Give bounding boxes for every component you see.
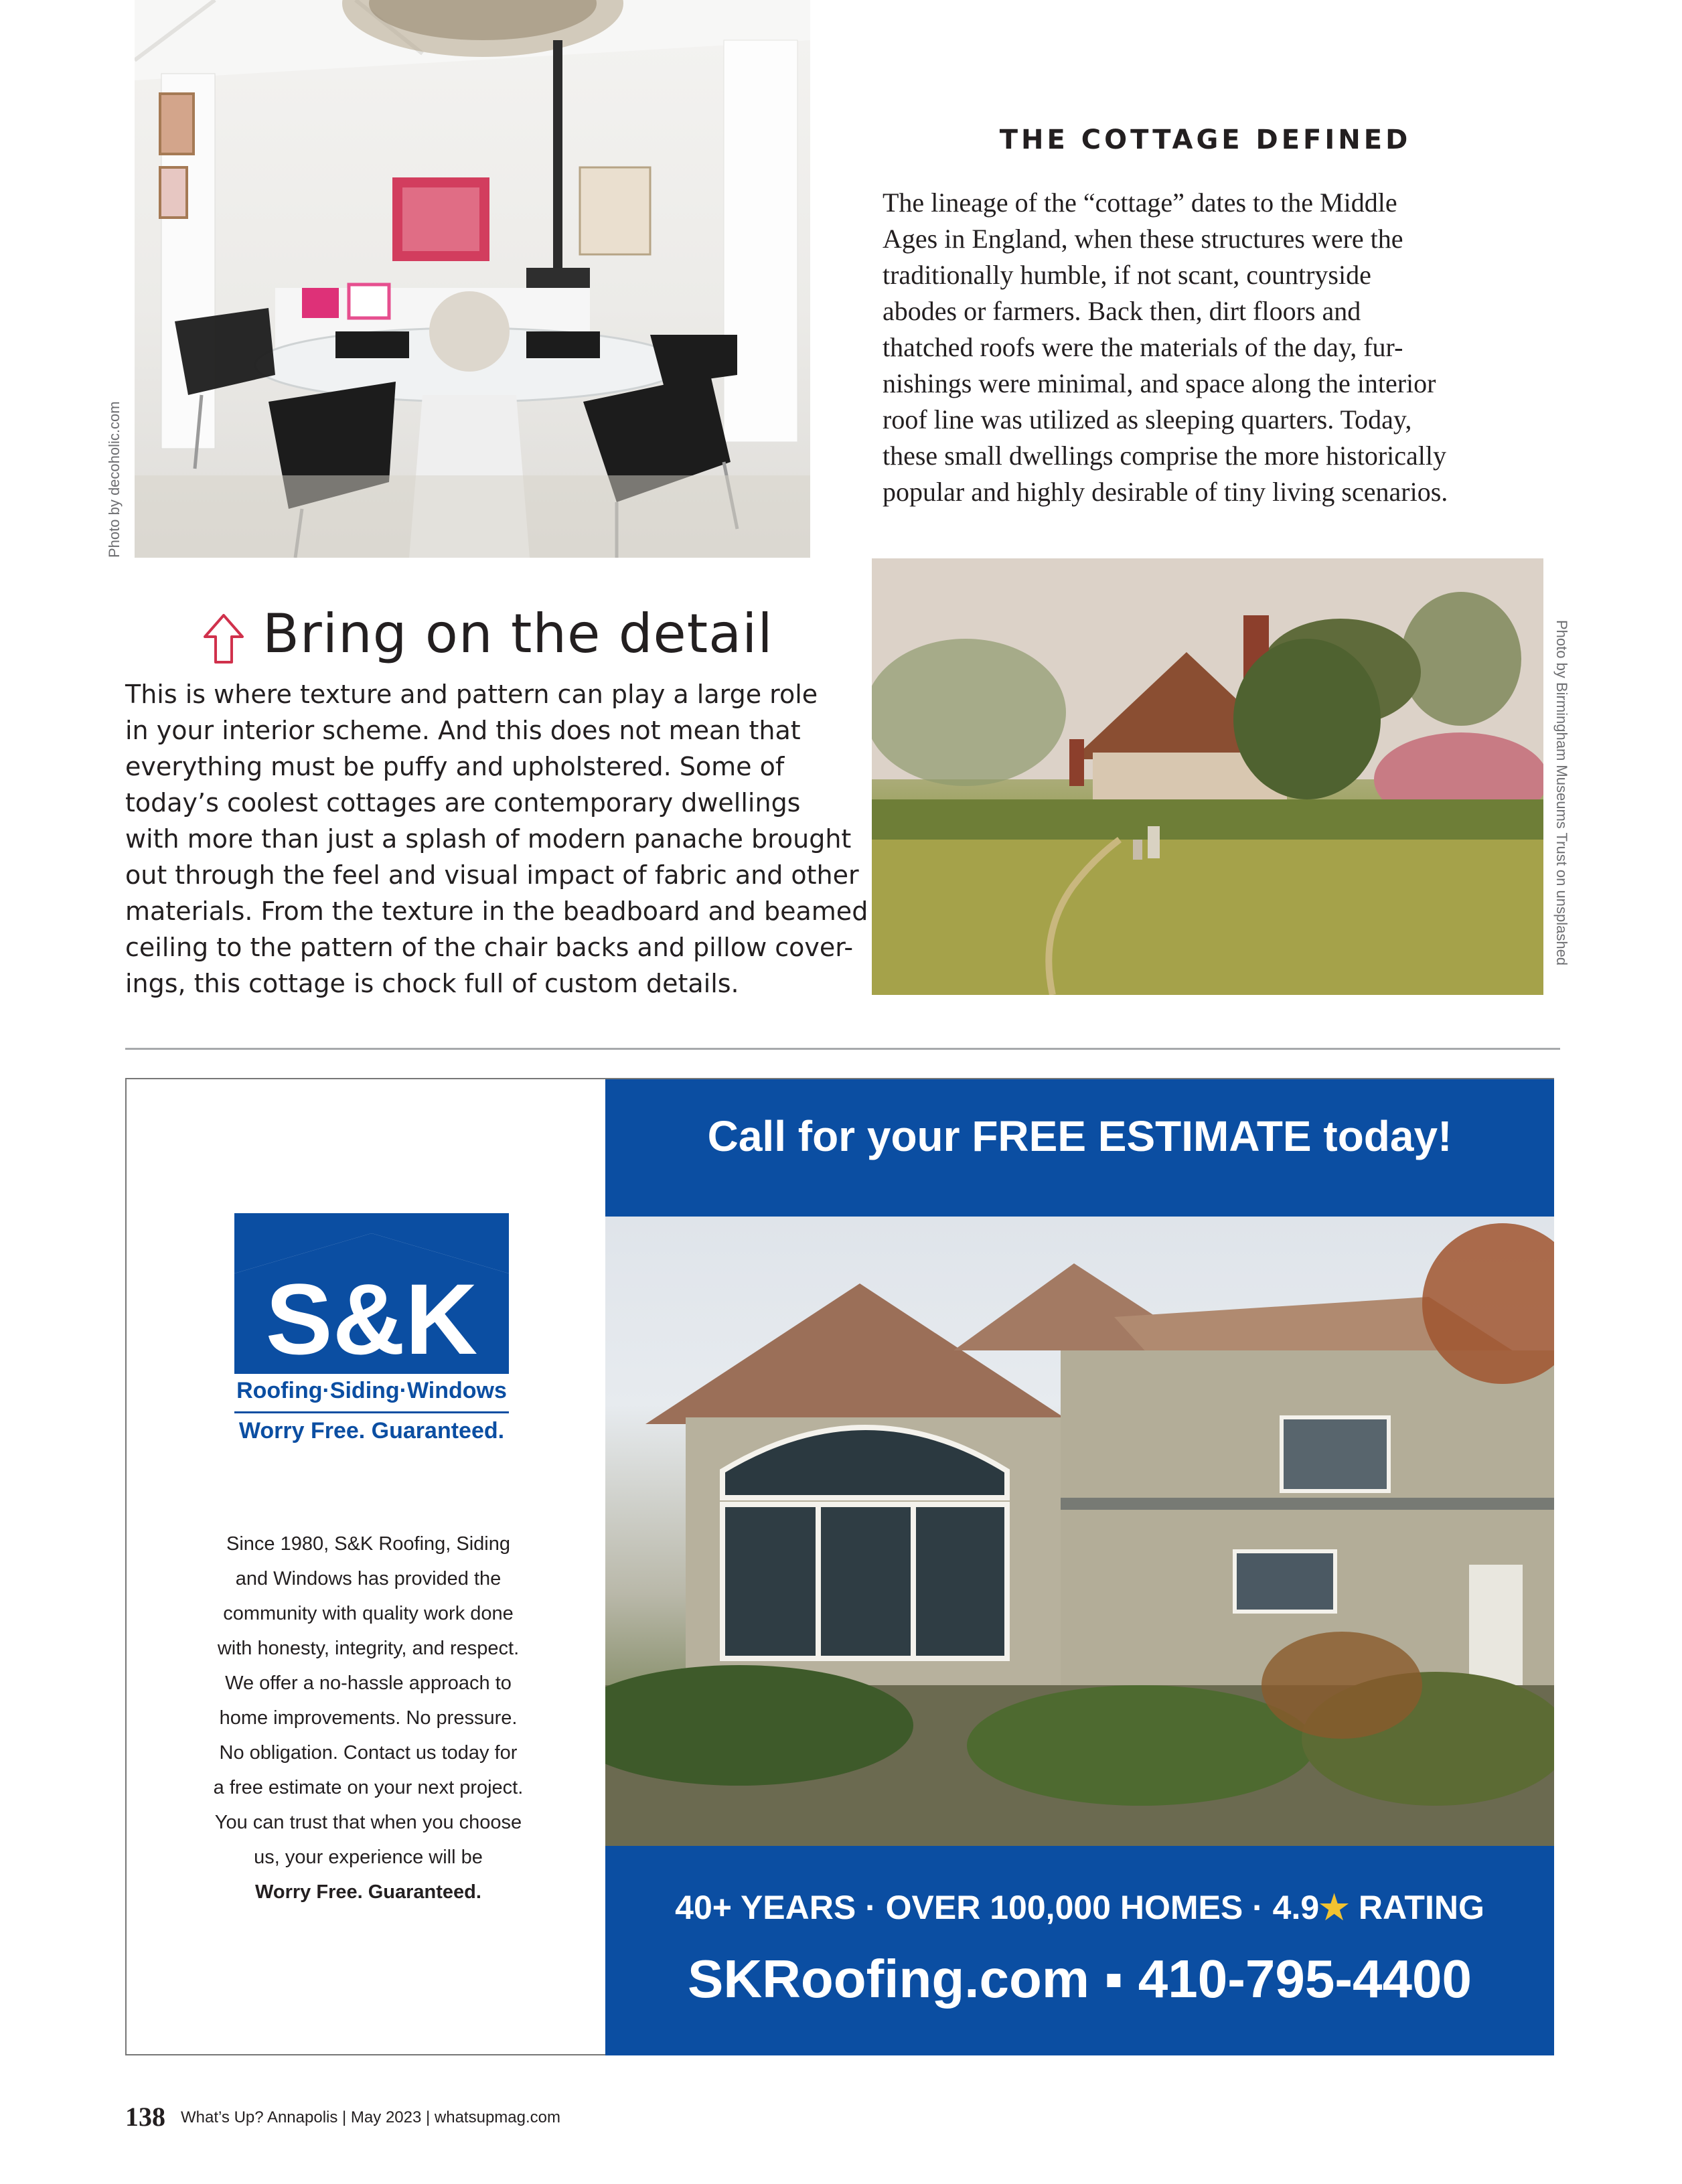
detail-line: ings, this cottage is chock full of custom details. [125,969,739,998]
sidebar-line: Ages in England, when these structures were the [883,224,1403,254]
logo-divider [234,1411,509,1413]
ad-copy-line: We offer a no-hassle approach to [225,1672,512,1694]
logo-tagline: Roofing·Siding·Windows [236,1378,507,1403]
sidebar-body [883,185,1545,510]
detail-line: out through the feel and visual impact of fabric and other [125,860,859,890]
sidebar-line: traditionally humble, if not scant, countryside [883,260,1371,290]
ad-copy [161,1527,576,1909]
page-number: 138 [125,2102,165,2132]
ad-copy-line: and Windows has provided the [235,1568,502,1589]
detail-line: today’s coolest cottages are contemporary dwellings [125,788,801,817]
sidebar-line: these small dwellings comprise the more historically [883,441,1447,471]
detail-line: everything must be puffy and upholstered. Some of [125,752,785,781]
sidebar-line: abodes or farmers. Back then, dirt floors and [883,296,1361,326]
sidebar-line: thatched roofs were the materials of the day, fur- [883,332,1403,362]
ad-stats-text: 40+ YEARS · OVER 100,000 HOMES · 4.9 [675,1889,1320,1926]
interior-photo [135,0,810,558]
detail-body [125,676,868,1002]
ad-house-photo [605,1217,1554,1846]
detail-line: with more than just a splash of modern panache brought [125,824,852,854]
ad-copy-line: home improvements. No pressure. [219,1707,518,1729]
arrow-up-icon [201,613,246,665]
ad-copy-line: community with quality work done [223,1603,514,1624]
sidebar-line: The lineage of the “cottage” dates to the Middle [883,187,1397,218]
ad-copy-closing: Worry Free. Guaranteed. [255,1881,481,1903]
ad-copy-line: You can trust that when you choose [214,1812,522,1833]
ad-copy-line: No obligation. Contact us today for [219,1742,518,1764]
detail-line: This is where texture and pattern can play a large role [125,680,818,709]
sidebar-heading: THE COTTAGE DEFINED [999,125,1411,155]
ad-copy-line: Since 1980, S&K Roofing, Siding [226,1533,510,1555]
ad-copy-line: us, your experience will be [254,1847,483,1868]
ad-copy-line: a free estimate on your next project. [213,1777,524,1798]
cottage-painting [872,558,1543,995]
ad-headline: Call for your FREE ESTIMATE today! [707,1112,1452,1160]
sidebar-line: popular and highly desirable of tiny living scenarios. [883,477,1448,507]
detail-line: ceiling to the pattern of the chair backs and pillow cover- [125,933,854,962]
detail-heading: Bring on the detail [262,603,773,665]
star-icon: ★ [1319,1889,1349,1926]
ad-stats [605,1888,1554,1927]
detail-line: materials. From the texture in the beadboard and beamed [125,896,868,926]
ad-stats-rating: RATING [1349,1889,1484,1926]
interior-photo-credit: Photo by decoholic.com [106,401,123,558]
sidebar-line: roof line was utilized as sleeping quarters. Today, [883,404,1412,435]
detail-line: in your interior scheme. And this does not mean that [125,716,801,745]
ad-copy-line: with honesty, integrity, and respect. [217,1638,520,1659]
ad-contact[interactable]: SKRoofing.com ▪ 410-795-4400 [688,1949,1472,2009]
sidebar-line: nishings were minimal, and space along the interior [883,368,1436,398]
logo-mark: S&K [265,1263,478,1375]
footer-text: What’s Up? Annapolis | May 2023 | whatsupmag.com [181,2108,560,2126]
painting-credit: Photo by Birmingham Museums Trust on unsplashed [1553,620,1570,966]
logo-slogan: Worry Free. Guaranteed. [238,1418,505,1444]
section-divider [125,1048,1560,1050]
